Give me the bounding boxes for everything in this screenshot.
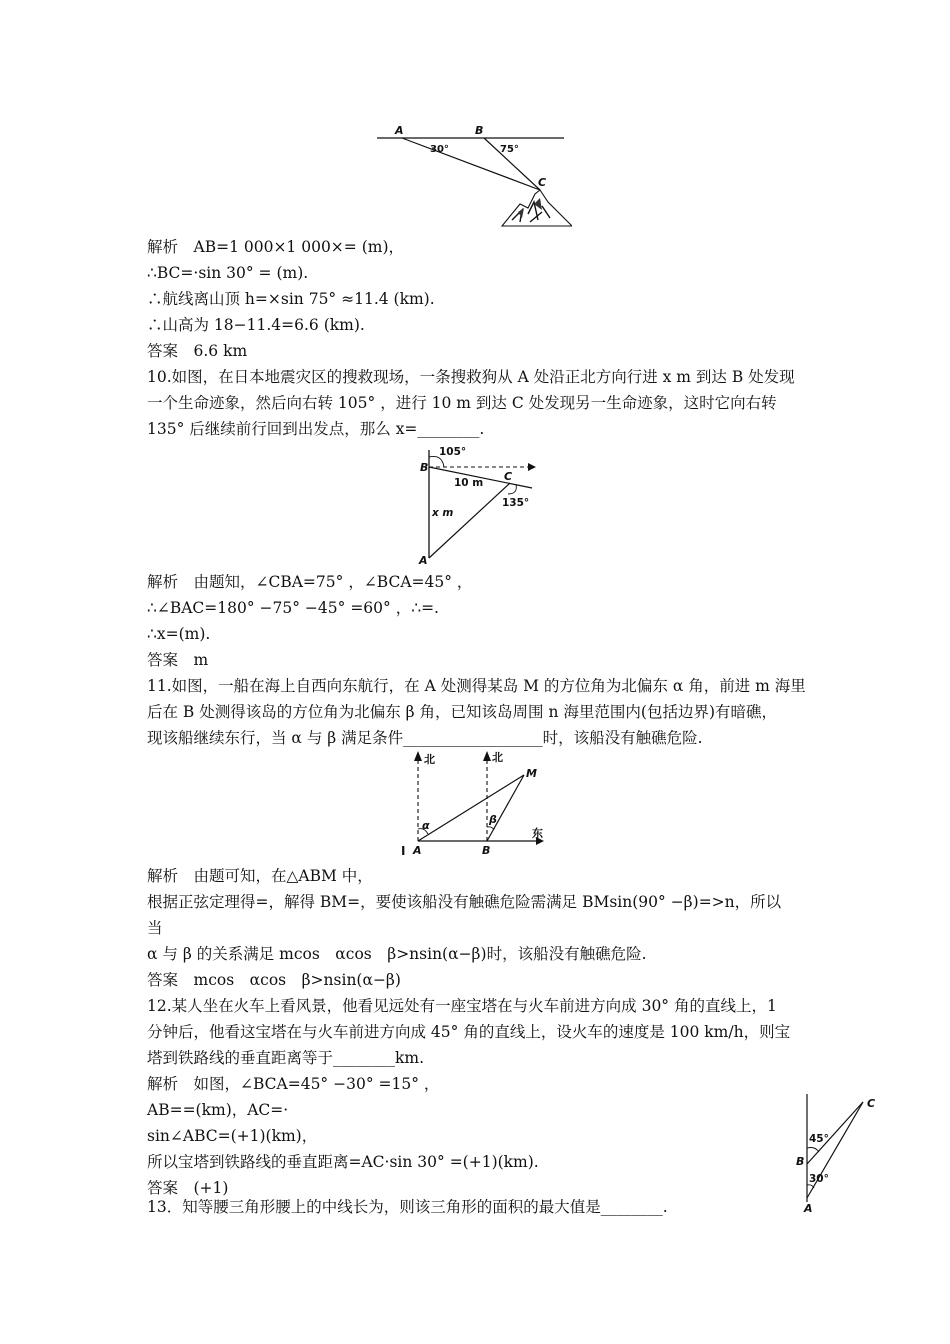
- fig1-label-c: C: [538, 176, 547, 189]
- fig3-label-a: A: [413, 844, 422, 857]
- fig3-label-north-b: 北: [492, 751, 503, 764]
- sol9-line-4: ∴山高为 18−11.4=6.6 (km).: [147, 316, 365, 334]
- q11-line-1: 11.如图，一船在海上自西向东航行，在 A 处测得某岛 M 的方位角为北偏东 α 角，前进 m 海里: [147, 677, 806, 695]
- fig3-label-m: M: [526, 767, 537, 780]
- q12-line-3: 塔到铁路线的垂直距离等于________km.: [147, 1049, 425, 1067]
- fig4-angle-45: 45°: [809, 1133, 829, 1145]
- q13-line-1: 13．知等腰三角形腰上的中线长为，则该三角形的面积的最大值是________.: [147, 1198, 668, 1216]
- figure-pagoda: [795, 1090, 885, 1215]
- sol11-line-2: 根据正弦定理得=，解得 BM=，要使该船没有触礁危险需满足 BMsin(90° −β)=>n，所以: [147, 893, 782, 911]
- q10-line-2: 一个生命迹象，然后向右转 105° ，进行 10 m 到达 C 处发现另一生命迹象，这时它向右转: [147, 394, 777, 412]
- sol10-answer: 答案 m: [147, 651, 209, 669]
- sol11-line-4: α 与 β 的关系满足 mcos αcos β>nsin(α−β)时，该船没有触礁危险.: [147, 945, 647, 963]
- fig1-angle-75: 75°: [500, 144, 519, 155]
- fig2-angle-135: 135°: [502, 497, 530, 509]
- sol9-line-3: ∴航线离山顶 h=×sin 75° ≈11.4 (km).: [147, 290, 435, 308]
- sol10-line-3: ∴x=(m).: [147, 625, 211, 643]
- fig2-label-c: C: [504, 470, 513, 483]
- fig4-angle-30: 30°: [809, 1173, 829, 1185]
- sol12-line-4: 所以宝塔到铁路线的垂直距离=AC·sin 30° =(+1)(km).: [147, 1153, 539, 1171]
- fig1-label-b: B: [475, 124, 484, 137]
- q12-line-2: 分钟后，他看这宝塔在与火车前进方向成 45° 角的直线上，设火车的速度是 100 km/h，则宝: [147, 1023, 791, 1041]
- fig4-label-b: B: [796, 1155, 805, 1168]
- fig2-label-b: B: [420, 461, 429, 474]
- fig2-length-10m: 10 m: [454, 477, 484, 489]
- sol10-line-1: 解析 由题知，∠CBA=75° ，∠BCA=45° ，: [147, 573, 473, 591]
- sol12-line-1: 解析 如图，∠BCA=45° −30° =15° ，: [147, 1075, 440, 1093]
- figure-search-path: [412, 440, 542, 568]
- fig2-length-x: x m: [432, 507, 454, 519]
- figure-ship-bearing: [398, 745, 550, 860]
- fig4-label-a: A: [804, 1202, 813, 1215]
- fig3-cursor-mark: I: [401, 844, 406, 858]
- fig2-angle-105: 105°: [439, 446, 467, 458]
- sol9-answer: 答案 6.6 km: [147, 342, 248, 360]
- sol9-line-1: 解析 AB=1 000×1 000×= (m)，: [147, 238, 404, 256]
- q11-line-3: 现该船继续东行，当 α 与 β 满足条件__________________时，该船没有触礁危险.: [147, 729, 703, 747]
- q12-line-1: 12.某人坐在火车上看风景，他看见远处有一座宝塔在与火车前进方向成 30° 角的直线上，1: [147, 997, 777, 1015]
- sol12-line-3: sin∠ABC=(+1)(km)，: [147, 1127, 318, 1145]
- sol11-answer: 答案 mcos αcos β>nsin(α−β): [147, 971, 401, 989]
- fig2-label-a: A: [419, 554, 428, 567]
- sol12-answer: 答案 (+1): [147, 1179, 229, 1197]
- sol12-line-2: AB==(km)，AC=·: [147, 1101, 289, 1119]
- q11-line-2: 后在 B 处测得该岛的方位角为北偏东 β 角，已知该岛周围 n 海里范围内(包括边界)有暗礁，: [147, 703, 777, 721]
- fig3-angle-beta: β: [489, 813, 497, 826]
- fig1-label-a: A: [395, 124, 404, 137]
- sol11-line-1: 解析 由题可知，在△ABM 中，: [147, 867, 373, 885]
- q10-line-3: 135° 后继续前行回到出发点，那么 x=________.: [147, 420, 485, 438]
- figure-mountain: [372, 122, 572, 232]
- sol10-line-2: ∴∠BAC=180° −75° −45° =60° ，∴=.: [147, 599, 439, 617]
- fig4-label-c: C: [867, 1097, 876, 1110]
- fig3-label-east: 东: [532, 827, 543, 840]
- q10-line-1: 10.如图，在日本地震灾区的搜救现场，一条搜救狗从 A 处沿正北方向行进 x m 到达 B 处发现: [147, 368, 795, 386]
- fig3-angle-alpha: α: [422, 819, 430, 832]
- fig3-label-b: B: [482, 844, 491, 857]
- fig1-angle-30: 30°: [430, 144, 449, 155]
- fig3-label-north-a: 北: [424, 753, 435, 766]
- sol9-line-2: ∴BC=·sin 30° = (m).: [147, 264, 309, 282]
- sol11-line-3: 当: [147, 919, 163, 937]
